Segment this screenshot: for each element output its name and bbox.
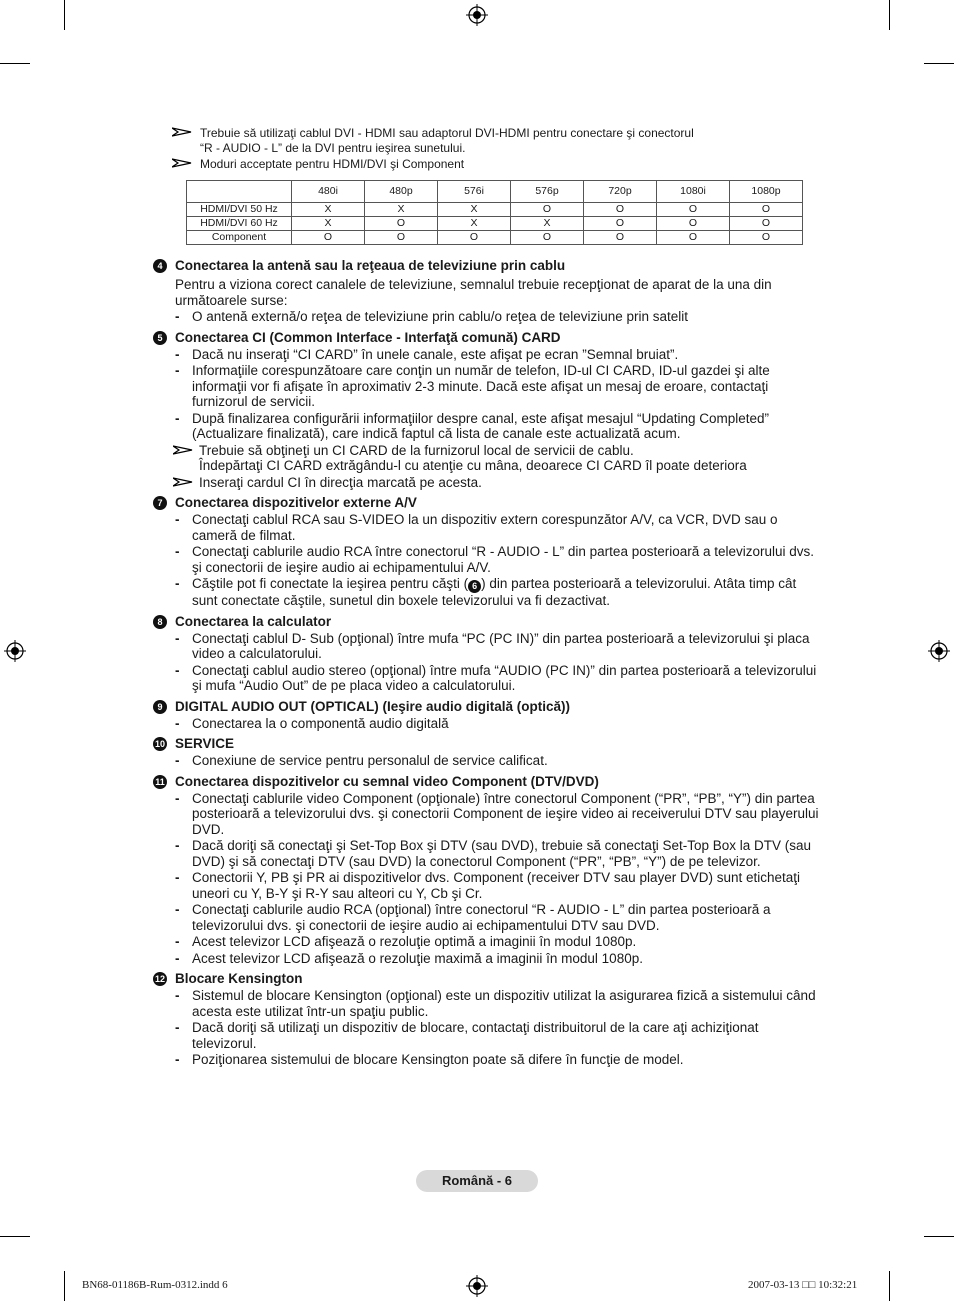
crop-mark bbox=[889, 0, 890, 30]
table-cell: HDMI/DVI 60 Hz bbox=[187, 217, 292, 231]
main-content bbox=[153, 258, 823, 1068]
section-number-badge: 9 bbox=[153, 700, 167, 714]
section-title: DIGITAL AUDIO OUT (OPTICAL) (Ieşire audio digitală (optică)) bbox=[175, 698, 571, 714]
note-line: Inseraţi cardul CI în direcţia marcată pe acesta. bbox=[199, 474, 482, 490]
crop-mark bbox=[889, 1271, 890, 1301]
list-item-text: Conectaţi cablurile audio RCA între conectorul “R - AUDIO - L” din partea posterioară a televizorului dvs. şi conectorii de ieşire audio ai echipamentului A/V. bbox=[192, 544, 815, 575]
note-line: Trebuie să obţineţi un CI CARD de la furnizorul local de servicii de cablu. bbox=[199, 442, 634, 458]
list-item: - Conexiune de service pentru personalul de service calificat. bbox=[175, 753, 548, 768]
table-header-cell: 720p bbox=[584, 181, 657, 203]
section-title: Conectarea la antenă sau la reţeaua de televiziune prin cablu bbox=[175, 258, 566, 273]
section-digital-audio bbox=[153, 699, 823, 732]
list-item-text: Conectaţi cablurile audio RCA (opţional) între conectorul “R - AUDIO - L” din partea posterioară a televizorului dvs. şi conectorii de ieşire audio ai echipamentului DTV sau DVD. bbox=[192, 902, 771, 933]
list-item-text: Conectaţi cablul audio stereo (opţional) între mufa “AUDIO (PC IN)” din partea posterioară a televizorului şi mufa “Audio Out” de pe placa video a calculatorului. bbox=[192, 662, 817, 693]
section-number-badge: 5 bbox=[153, 331, 167, 345]
modes-table bbox=[186, 180, 803, 245]
table-header-cell: 1080p bbox=[730, 181, 803, 203]
registration-mark-icon bbox=[928, 640, 950, 662]
list-item: - Informaţiile corespunzătoare care conţin un număr de telefon, ID-ul CI CARD, ID-ul gazdei şi alte informaţii vor fi afişate în aproximativ 2-3 minute. Dacă este afişat un mesaj de eroare, contactaţi furnizorul de servicii. bbox=[175, 363, 770, 409]
list-item-text: După finalizarea configurării informaţiilor despre canal, este afişat mesajul “Updating Completed” (Actualizare finalizată), care indică faptul că lista de canale este actualizată acum. bbox=[192, 410, 770, 441]
list-item-text: Sistemul de blocare Kensington (opţional) este un dispozitiv utilizat la asigurarea fizică a sistemului când acesta este utilizat într-un spaţiu public. bbox=[192, 988, 816, 1019]
list-item: - Conectaţi cablurile audio RCA (opţional) între conectorul “R - AUDIO - L” din partea posterioară a televizorului dvs. şi conectorii de ieşire audio ai echipamentului DTV sau DVD. bbox=[175, 902, 771, 933]
table-cell: O bbox=[511, 231, 584, 245]
list-item: - Dacă doriţi să utilizaţi un dispozitiv de blocare, contactaţi distribuitorul de la care aţi achiziţionat televizorul. bbox=[175, 1020, 759, 1051]
list-item: - Dacă nu inseraţi “CI CARD” în unele canale, este afişat pe ecran ”Semnal bruiat”. bbox=[175, 346, 679, 362]
table-cell: O bbox=[365, 231, 438, 245]
list-item-text: Conectaţi cablul D- Sub (opţional) între mufa “PC (PC IN)” din partea posterioară a televizorului şi placa video a calculatorului. bbox=[192, 630, 810, 661]
note-arrow-icon bbox=[172, 126, 192, 138]
table-header-cell: 480i bbox=[292, 181, 365, 203]
section-heading bbox=[153, 699, 823, 715]
table-header-cell: 576i bbox=[438, 181, 511, 203]
note bbox=[172, 157, 812, 172]
registration-mark-icon bbox=[466, 4, 488, 26]
section-title: Conectarea dispozitivelor externe A/V bbox=[175, 495, 417, 510]
table-header-row bbox=[187, 181, 803, 203]
table-header-cell: 576p bbox=[511, 181, 584, 203]
table-cell: O bbox=[657, 217, 730, 231]
crop-mark bbox=[924, 1236, 954, 1237]
list-item: - Căştile pot fi conectate la ieşirea pentru căşti ( 6 ) din partea posterioară a televizorului. Atâta timp cât sunt conectate căştile, sunetul din boxele televizorului va fi dezactivat. bbox=[175, 576, 797, 608]
list-item: - Dacă doriţi să conectaţi şi Set-Top Box şi DTV (sau DVD), trebuie să conectaţi Set-Top Box la DTV (sau DVD) şi să conectaţi DTV (sau DVD) la conectorul Component (“PR”, “PB”, “Y”) de pe televizor. bbox=[175, 838, 812, 869]
table-cell: O bbox=[657, 231, 730, 245]
list-item-text: Conectaţi cablurile video Component (opţionale) între conectorul Component (“PR”, “PB”, “Y”) din partea posterioară a televizorului dvs. şi conectorii Component de ieşire video ai receiverului DTV sau playerului DVD. bbox=[192, 790, 819, 837]
table-cell: X bbox=[365, 203, 438, 217]
section-title: Blocare Kensington bbox=[175, 971, 303, 986]
list-item-text: Conectarea la o componentă audio digitală bbox=[192, 715, 449, 731]
table-header-cell bbox=[187, 181, 292, 203]
list-item: - Conectorii Y, PB şi PR ai dispozitivelor dvs. Component (receiver DTV sau player DVD) sunt etichetaţi uneori cu Y, B-Y şi R-Y sau alteori cu Y, Cb şi Cr. bbox=[175, 870, 801, 901]
note-line: Îndepărtaţi CI CARD extrăgându-l cu atenţie cu mâna, deoarece CI CARD îl poate deteriora bbox=[199, 458, 747, 473]
section-title: Conectarea la calculator bbox=[175, 613, 332, 629]
table-cell: O bbox=[584, 217, 657, 231]
table-cell: O bbox=[730, 203, 803, 217]
table-cell: O bbox=[438, 231, 511, 245]
section-heading bbox=[153, 330, 823, 346]
note-arrow-icon bbox=[173, 476, 193, 488]
list-item: - Poziţionarea sistemului de blocare Kensington poate să difere în funcţie de model. bbox=[175, 1052, 684, 1067]
list-item-text: O antenă externă/o reţea de televiziune prin cablu/o reţea de televiziune prin satelit bbox=[192, 309, 689, 324]
crop-mark bbox=[64, 1271, 65, 1301]
list-item: - Conectarea la o componentă audio digitală bbox=[175, 715, 449, 731]
section-external-av bbox=[153, 495, 823, 609]
list-item: - Conectaţi cablul RCA sau S-VIDEO la un dispozitiv extern corespunzător A/V, ca VCR, DVD sau o cameră de filmat. bbox=[175, 512, 778, 543]
list-item: - După finalizarea configurării informaţiilor despre canal, este afişat mesajul “Updating Completed” (Actualizare finalizată), care indică faptul că lista de canale este actualizată acum. bbox=[175, 410, 770, 441]
section-computer bbox=[153, 614, 823, 694]
section-heading bbox=[153, 736, 823, 752]
section-title: Conectarea CI (Common Interface - Interfaţă comună) CARD bbox=[175, 329, 561, 345]
section-kensington bbox=[153, 971, 823, 1068]
list-item-text: Dacă doriţi să conectaţi şi Set-Top Box şi DTV (sau DVD), trebuie să conectaţi Set-Top Box la DTV (sau DVD) şi să conectaţi DTV (sau DVD) la conectorul Component (“PR”, “PB”, “Y”) de pe televizor. bbox=[192, 838, 812, 869]
note-line: “R - AUDIO - L” de la DVI pentru ieşirea sunetului. bbox=[200, 141, 466, 155]
registration-mark-icon bbox=[4, 640, 26, 662]
section-number-badge: 4 bbox=[153, 259, 167, 273]
section-number-badge: 8 bbox=[153, 615, 167, 629]
note-line: Trebuie să utilizaţi cablul DVI - HDMI sau adaptorul DVI-HDMI pentru conectare şi conectorul bbox=[200, 126, 694, 140]
date-slug: 2007-03-13 □□ 10:32:21 bbox=[748, 1279, 858, 1291]
table-header-cell: 1080i bbox=[657, 181, 730, 203]
top-notes bbox=[172, 126, 812, 173]
table-cell: X bbox=[438, 217, 511, 231]
section-antenna bbox=[153, 258, 823, 325]
list-item: - Conectaţi cablurile video Component (opţionale) între conectorul Component (“PR”, “PB”, “Y”) din partea posterioară a televizorului dvs. şi conectorii Component de ieşire video ai receiverului DTV sau playerului DVD. bbox=[175, 790, 819, 837]
page-number-label: Română - 6 bbox=[416, 1170, 538, 1192]
list-item: - O antenă externă/o reţea de televiziune prin cablu/o reţea de televiziune prin satelit bbox=[175, 309, 689, 324]
list-item-text: Conexiune de service pentru personalul de service calificat. bbox=[192, 753, 548, 768]
table-cell: O bbox=[657, 203, 730, 217]
table-cell: Component bbox=[187, 231, 292, 245]
section-heading bbox=[153, 774, 823, 790]
table-cell: O bbox=[584, 231, 657, 245]
section-ci-card bbox=[153, 330, 823, 491]
list-item-text: Informaţiile corespunzătoare care conţin un număr de telefon, ID-ul CI CARD, ID-ul gazdei şi alte informaţii vor fi afişate în aproximativ 2-3 minute. Dacă este afişat un mesaj de eroare, contactaţi furnizorul de servicii. bbox=[192, 363, 770, 409]
table-cell: O bbox=[730, 231, 803, 245]
table-cell: X bbox=[292, 203, 365, 217]
table-cell: O bbox=[292, 231, 365, 245]
table-cell: O bbox=[365, 217, 438, 231]
crop-mark bbox=[64, 0, 65, 30]
list-item-text: Căştile pot fi conectate la ieşirea pentru căşti ( bbox=[192, 576, 469, 591]
section-title: Conectarea dispozitivelor cu semnal video Component (DTV/DVD) bbox=[175, 773, 599, 789]
note bbox=[153, 475, 823, 491]
list-item: - Sistemul de blocare Kensington (opţional) este un dispozitiv utilizat la asigurarea fizică a sistemului când acesta este utilizat într-un spaţiu public. bbox=[175, 988, 816, 1019]
table-cell: X bbox=[438, 203, 511, 217]
list-item-text: Acest televizor LCD afişează o rezoluţie optimă a imaginii în modul 1080p. bbox=[192, 934, 637, 949]
table-row bbox=[187, 217, 803, 231]
list-item: - Conectaţi cablul D- Sub (opţional) între mufa “PC (PC IN)” din partea posterioară a televizorului şi placa video a calculatorului. bbox=[175, 630, 810, 661]
section-heading bbox=[153, 495, 823, 511]
note bbox=[172, 126, 812, 156]
section-heading bbox=[153, 614, 823, 630]
note bbox=[153, 443, 823, 474]
crop-mark bbox=[0, 1236, 30, 1237]
list-item: - Acest televizor LCD afişează o rezoluţie optimă a imaginii în modul 1080p. bbox=[175, 934, 637, 949]
list-item-text: ) din partea posterioară a televizorului. Atâta timp cât sunt conectate căştile, sunetul din boxele televizorului va fi dezactivat. bbox=[192, 576, 797, 608]
note-arrow-icon bbox=[172, 157, 192, 169]
table-cell: X bbox=[292, 217, 365, 231]
table-row bbox=[187, 203, 803, 217]
table-cell: HDMI/DVI 50 Hz bbox=[187, 203, 292, 217]
section-heading bbox=[153, 258, 823, 274]
section-paragraph: Pentru a viziona corect canalele de televiziune, semnalul trebuie recepţionat de aparat de la una din următoarele surse: bbox=[175, 277, 772, 308]
crop-mark bbox=[0, 63, 30, 64]
list-item-text: Acest televizor LCD afişează o rezoluţie maximă a imaginii în modul 1080p. bbox=[192, 950, 643, 966]
list-item-text: Poziţionarea sistemului de blocare Kensington poate să difere în funcţie de model. bbox=[192, 1052, 684, 1067]
section-number-badge: 11 bbox=[153, 775, 167, 789]
list-item-text: Conectaţi cablul RCA sau S-VIDEO la un dispozitiv extern corespunzător A/V, ca VCR, DVD sau o cameră de filmat. bbox=[192, 512, 778, 543]
crop-mark bbox=[924, 63, 954, 64]
file-slug: BN68-01186B-Rum-0312.indd 6 bbox=[82, 1279, 228, 1291]
table-header-cell: 480p bbox=[365, 181, 438, 203]
list-item: - Conectaţi cablurile audio RCA între conectorul “R - AUDIO - L” din partea posterioară a televizorului dvs. şi conectorii de ieşire audio ai echipamentului A/V. bbox=[175, 544, 815, 575]
inline-number-badge: 6 bbox=[468, 580, 481, 593]
list-item: - Acest televizor LCD afişează o rezoluţie maximă a imaginii în modul 1080p. bbox=[175, 950, 643, 966]
list-item-text: Conectorii Y, PB şi PR ai dispozitivelor dvs. Component (receiver DTV sau player DVD) sunt etichetaţi uneori cu Y, B-Y şi R-Y sau alteori cu Y, Cb şi Cr. bbox=[192, 870, 801, 901]
section-number-badge: 7 bbox=[153, 496, 167, 510]
list-item-text: Dacă nu inseraţi “CI CARD” în unele canale, este afişat pe ecran ”Semnal bruiat”. bbox=[192, 346, 679, 362]
table-cell: O bbox=[730, 217, 803, 231]
section-title: SERVICE bbox=[175, 736, 235, 751]
section-number-badge: 10 bbox=[154, 739, 165, 749]
list-item-text: Dacă doriţi să utilizaţi un dispozitiv de blocare, contactaţi distribuitorul de la care aţi achiziţionat televizorul. bbox=[192, 1020, 759, 1051]
table-cell: O bbox=[584, 203, 657, 217]
section-component-video bbox=[153, 774, 823, 967]
table-cell: O bbox=[511, 203, 584, 217]
list-item: - Conectaţi cablul audio stereo (opţional) între mufa “AUDIO (PC IN)” din partea posterioară a televizorului şi mufa “Audio Out” de pe placa video a calculatorului. bbox=[175, 662, 817, 693]
note-arrow-icon bbox=[173, 444, 193, 456]
registration-mark-icon bbox=[466, 1275, 488, 1297]
table-row bbox=[187, 231, 803, 245]
section-heading bbox=[153, 971, 823, 987]
section-number-badge: 12 bbox=[154, 974, 165, 984]
note-line: Moduri acceptate pentru HDMI/DVI şi Component bbox=[200, 157, 465, 171]
table-cell: X bbox=[511, 217, 584, 231]
section-service bbox=[153, 736, 823, 769]
